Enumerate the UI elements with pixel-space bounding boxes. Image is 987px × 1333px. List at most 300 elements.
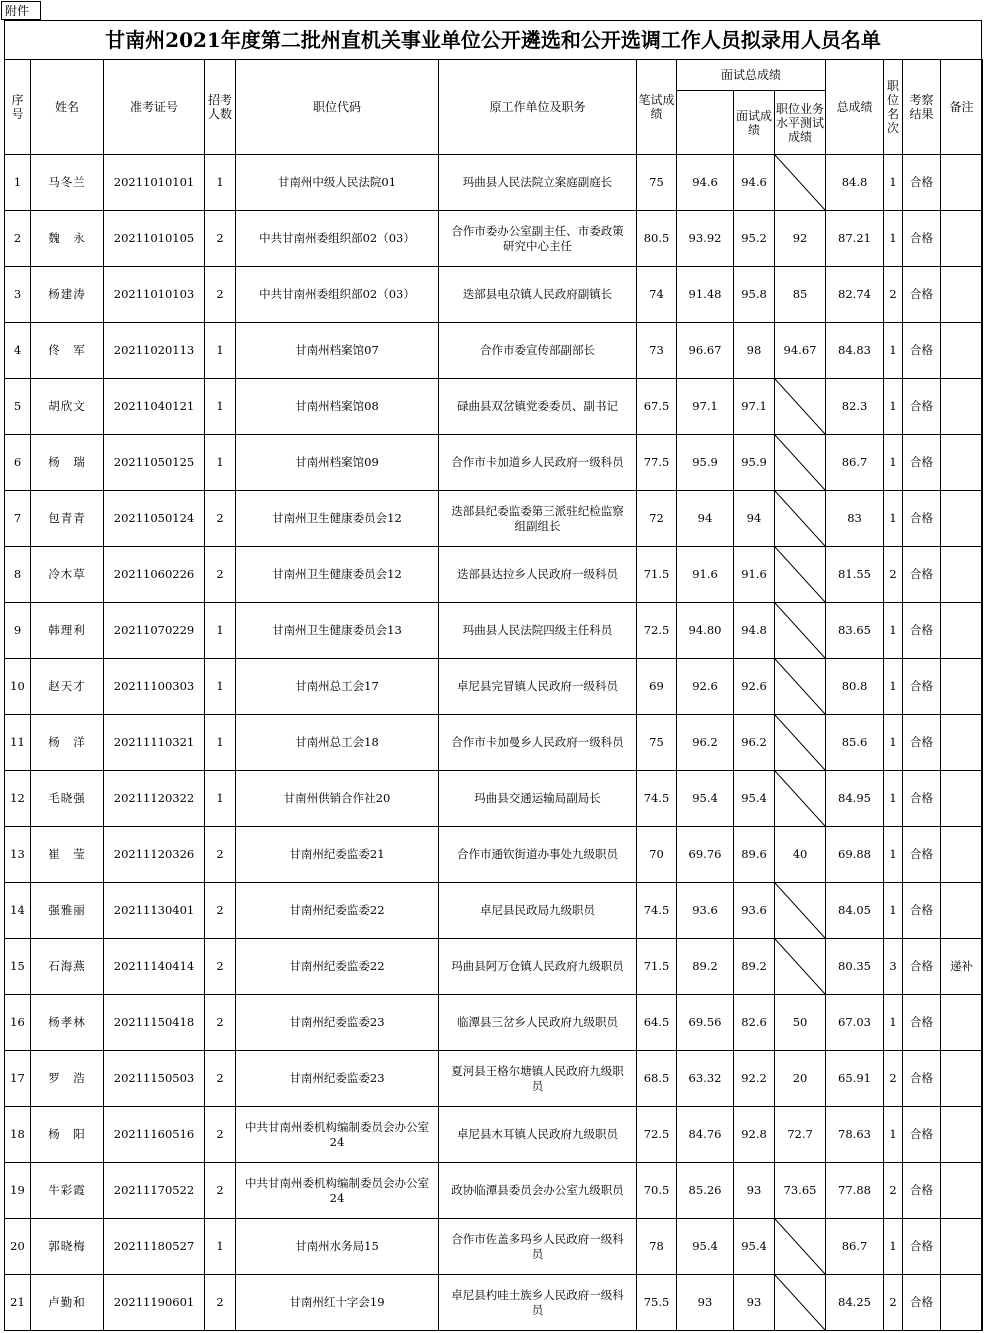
cell-name bbox=[31, 267, 104, 323]
cell-interview-total bbox=[677, 547, 734, 603]
cell-quota bbox=[205, 1107, 236, 1163]
diagonal-slash bbox=[775, 1219, 825, 1274]
cell-rank bbox=[884, 603, 903, 659]
cell-interview-score-text: 94.8 bbox=[741, 623, 767, 637]
cell-exam-no-text: 20211040121 bbox=[113, 399, 195, 413]
cell-original-unit bbox=[439, 1275, 637, 1331]
cell-rank bbox=[884, 435, 903, 491]
cell-total-score bbox=[826, 323, 884, 379]
cell-exam-no bbox=[104, 939, 205, 995]
table-row bbox=[5, 939, 983, 995]
cell-review-result bbox=[903, 547, 941, 603]
cell-rank bbox=[884, 491, 903, 547]
cell-interview-total-text: 69.76 bbox=[688, 847, 722, 861]
cell-written-score bbox=[637, 603, 677, 659]
cell-interview-total-text: 69.56 bbox=[688, 1015, 722, 1029]
cell-position-code-text: 甘南州纪委监委22 bbox=[289, 903, 385, 917]
cell-written-score bbox=[637, 1107, 677, 1163]
cell-interview-total bbox=[677, 323, 734, 379]
cell-exam-no-text: 20211010101 bbox=[113, 175, 195, 189]
cell-interview-total-text: 93.92 bbox=[688, 231, 722, 245]
cell-seq bbox=[5, 491, 31, 547]
cell-position-code bbox=[236, 659, 439, 715]
cell-position-code bbox=[236, 491, 439, 547]
cell-name-text: 崔 莹 bbox=[48, 847, 86, 861]
cell-written-score bbox=[637, 771, 677, 827]
cell-original-unit-text: 迭部县电尕镇人民政府副镇长 bbox=[462, 287, 613, 301]
cell-position-code-text: 甘南州卫生健康委员会12 bbox=[272, 511, 402, 525]
cell-remark bbox=[941, 1275, 983, 1331]
cell-name-text: 胡欣文 bbox=[48, 399, 86, 413]
cell-skill-test-score-text: 92 bbox=[792, 231, 808, 245]
cell-original-unit-text: 临潭县三岔乡人民政府九级职员 bbox=[457, 1015, 618, 1029]
cell-name bbox=[31, 1163, 104, 1219]
cell-name-text: 卢勤和 bbox=[48, 1295, 86, 1309]
diagonal-slash bbox=[775, 1275, 825, 1330]
cell-interview-total bbox=[677, 1051, 734, 1107]
cell-total-score bbox=[826, 603, 884, 659]
cell-written-score-text: 71.5 bbox=[643, 567, 670, 581]
cell-rank bbox=[884, 323, 903, 379]
cell-rank-text: 1 bbox=[889, 1015, 897, 1029]
cell-seq bbox=[5, 267, 31, 323]
cell-exam-no-text: 20211150418 bbox=[113, 1015, 195, 1029]
cell-original-unit-text: 合作市佐盖多玛乡人民政府一级科员 bbox=[451, 1231, 624, 1261]
cell-quota-text: 2 bbox=[216, 1071, 224, 1085]
cell-review-result bbox=[903, 1275, 941, 1331]
header-interview-total-blank bbox=[677, 91, 734, 155]
cell-total-score-text: 84.8 bbox=[841, 175, 868, 189]
cell-interview-score bbox=[734, 379, 775, 435]
table-row bbox=[5, 1051, 983, 1107]
cell-interview-total bbox=[677, 1275, 734, 1331]
cell-remark bbox=[941, 1107, 983, 1163]
cell-position-code-text: 甘南州供销合作社20 bbox=[283, 791, 391, 805]
cell-seq-text: 8 bbox=[13, 567, 22, 581]
cell-total-score-text: 69.88 bbox=[838, 847, 871, 861]
cell-exam-no bbox=[104, 211, 205, 267]
cell-exam-no-text: 20211010103 bbox=[113, 287, 195, 301]
cell-quota-text: 2 bbox=[216, 1183, 224, 1197]
cell-seq-text: 18 bbox=[10, 1127, 25, 1141]
cell-name bbox=[31, 155, 104, 211]
cell-interview-total bbox=[677, 491, 734, 547]
cell-skill-test-score bbox=[775, 1107, 826, 1163]
cell-quota-text: 1 bbox=[216, 735, 224, 749]
cell-written-score bbox=[637, 211, 677, 267]
cell-quota bbox=[205, 155, 236, 211]
cell-exam-no-text: 20211020113 bbox=[113, 343, 195, 357]
cell-interview-total-text: 94.80 bbox=[688, 623, 722, 637]
cell-original-unit bbox=[439, 939, 637, 995]
cell-written-score-text: 69 bbox=[649, 679, 664, 693]
cell-rank-text: 1 bbox=[889, 399, 897, 413]
cell-name-text: 赵天才 bbox=[48, 679, 86, 693]
cell-skill-test-score-text: 50 bbox=[792, 1015, 808, 1029]
cell-quota bbox=[205, 883, 236, 939]
cell-interview-score bbox=[734, 827, 775, 883]
cell-total-score-text: 77.88 bbox=[838, 1183, 871, 1197]
cell-quota bbox=[205, 379, 236, 435]
cell-position-code-text: 甘南州卫生健康委员会12 bbox=[272, 567, 402, 581]
cell-original-unit-text: 卓尼县杓哇土族乡人民政府一级科员 bbox=[451, 1287, 624, 1317]
cell-position-code-text: 甘南州纪委监委23 bbox=[289, 1015, 385, 1029]
cell-total-score bbox=[826, 1275, 884, 1331]
cell-exam-no bbox=[104, 155, 205, 211]
cell-quota bbox=[205, 267, 236, 323]
cell-review-result bbox=[903, 379, 941, 435]
cell-review-result bbox=[903, 1107, 941, 1163]
header-remark: 备注 bbox=[941, 60, 983, 155]
cell-total-score-text: 80.8 bbox=[841, 679, 868, 693]
cell-total-score bbox=[826, 827, 884, 883]
cell-rank bbox=[884, 995, 903, 1051]
cell-total-score-text: 84.95 bbox=[838, 791, 871, 805]
document-title: 甘南州2021年度第二批州直机关事业单位公开遴选和公开选调工作人员拟录用人员名单 bbox=[5, 21, 981, 60]
cell-exam-no-text: 20211180527 bbox=[113, 1239, 195, 1253]
cell-exam-no bbox=[104, 491, 205, 547]
cell-interview-total-text: 84.76 bbox=[688, 1127, 722, 1141]
header-interview-score: 面试成绩 bbox=[734, 91, 775, 155]
cell-interview-score-text: 94.6 bbox=[741, 175, 767, 189]
cell-position-code-text: 甘南州纪委监委21 bbox=[289, 847, 385, 861]
cell-quota-text: 2 bbox=[216, 1127, 224, 1141]
diagonal-slash bbox=[775, 939, 825, 994]
cell-interview-score bbox=[734, 771, 775, 827]
cell-rank bbox=[884, 267, 903, 323]
cell-quota bbox=[205, 659, 236, 715]
cell-seq-text: 14 bbox=[10, 903, 25, 917]
cell-review-result-text: 合格 bbox=[910, 1071, 934, 1085]
diagonal-slash bbox=[775, 883, 825, 938]
cell-name-text: 杨建涛 bbox=[48, 287, 86, 301]
cell-quota bbox=[205, 1219, 236, 1275]
cell-exam-no-text: 20211050124 bbox=[113, 511, 195, 525]
cell-total-score-text: 84.83 bbox=[838, 343, 871, 357]
cell-skill-test-score bbox=[775, 379, 826, 435]
cell-total-score-text: 86.7 bbox=[841, 1239, 868, 1253]
cell-seq bbox=[5, 435, 31, 491]
cell-name-text: 罗 浩 bbox=[48, 1071, 86, 1085]
cell-seq bbox=[5, 155, 31, 211]
cell-written-score-text: 68.5 bbox=[643, 1071, 670, 1085]
cell-seq-text: 17 bbox=[10, 1071, 25, 1085]
cell-seq bbox=[5, 771, 31, 827]
cell-interview-total-text: 63.32 bbox=[688, 1071, 722, 1085]
header-exam-no: 准考证号 bbox=[104, 60, 205, 155]
table-row bbox=[5, 827, 983, 883]
cell-original-unit-text: 合作市委办公室副主任、市委政策研究中心主任 bbox=[451, 223, 624, 253]
cell-name bbox=[31, 435, 104, 491]
header-original-unit: 原工作单位及职务 bbox=[439, 60, 637, 155]
diagonal-slash bbox=[775, 379, 825, 434]
cell-position-code-text: 甘南州总工会17 bbox=[295, 679, 379, 693]
cell-position-code-text: 甘南州水务局15 bbox=[295, 1239, 379, 1253]
cell-interview-total-text: 96.2 bbox=[692, 735, 718, 749]
cell-exam-no bbox=[104, 715, 205, 771]
cell-position-code-text: 甘南州中级人民法院01 bbox=[277, 175, 397, 189]
cell-remark bbox=[941, 1051, 983, 1107]
cell-rank bbox=[884, 883, 903, 939]
cell-rank bbox=[884, 1275, 903, 1331]
cell-name bbox=[31, 827, 104, 883]
cell-interview-total-text: 85.26 bbox=[688, 1183, 722, 1197]
table-row bbox=[5, 1163, 983, 1219]
table-row bbox=[5, 1219, 983, 1275]
cell-review-result-text: 合格 bbox=[910, 903, 934, 917]
cell-quota-text: 2 bbox=[216, 1015, 224, 1029]
cell-interview-score-text: 89.2 bbox=[741, 959, 767, 973]
cell-name bbox=[31, 1275, 104, 1331]
cell-review-result bbox=[903, 715, 941, 771]
cell-total-score bbox=[826, 379, 884, 435]
cell-seq bbox=[5, 1107, 31, 1163]
cell-original-unit bbox=[439, 659, 637, 715]
cell-review-result bbox=[903, 995, 941, 1051]
diagonal-slash bbox=[775, 491, 825, 546]
cell-remark-text: 递补 bbox=[950, 959, 974, 973]
cell-interview-total-text: 95.9 bbox=[692, 455, 718, 469]
cell-position-code-text: 甘南州总工会18 bbox=[295, 735, 379, 749]
cell-rank bbox=[884, 547, 903, 603]
cell-position-code-text: 中共甘南州委机构编制委员会办公室24 bbox=[245, 1119, 429, 1149]
cell-position-code-text: 甘南州档案馆07 bbox=[295, 343, 379, 357]
cell-written-score-text: 74.5 bbox=[643, 791, 670, 805]
cell-original-unit bbox=[439, 603, 637, 659]
cell-quota bbox=[205, 435, 236, 491]
cell-exam-no bbox=[104, 995, 205, 1051]
cell-written-score bbox=[637, 1163, 677, 1219]
cell-written-score bbox=[637, 1051, 677, 1107]
cell-seq bbox=[5, 995, 31, 1051]
cell-interview-total-text: 95.4 bbox=[692, 1239, 718, 1253]
cell-exam-no bbox=[104, 267, 205, 323]
cell-quota bbox=[205, 603, 236, 659]
cell-interview-total-text: 91.6 bbox=[692, 567, 718, 581]
cell-rank-text: 1 bbox=[889, 791, 897, 805]
cell-interview-score-text: 95.4 bbox=[741, 791, 767, 805]
diagonal-slash bbox=[775, 715, 825, 770]
cell-position-code-text: 甘南州纪委监委23 bbox=[289, 1071, 385, 1085]
cell-written-score-text: 70.5 bbox=[643, 1183, 670, 1197]
cell-quota-text: 1 bbox=[216, 455, 224, 469]
cell-seq-text: 11 bbox=[10, 735, 25, 749]
cell-interview-score-text: 92.6 bbox=[741, 679, 767, 693]
cell-review-result bbox=[903, 883, 941, 939]
cell-original-unit-text: 合作市卡加道乡人民政府一级科员 bbox=[451, 455, 624, 469]
cell-name-text: 冷木草 bbox=[48, 567, 86, 581]
diagonal-slash bbox=[775, 771, 825, 826]
cell-rank-text: 3 bbox=[889, 959, 897, 973]
cell-seq-text: 10 bbox=[10, 679, 25, 693]
table-row bbox=[5, 379, 983, 435]
table-row bbox=[5, 995, 983, 1051]
results-table-body bbox=[5, 155, 983, 1331]
cell-original-unit-text: 卓尼县木耳镇人民政府九级职员 bbox=[457, 1127, 618, 1141]
cell-interview-total-text: 97.1 bbox=[692, 399, 718, 413]
cell-name-text: 包青青 bbox=[48, 511, 86, 525]
cell-original-unit-text: 玛曲县人民法院立案庭副庭长 bbox=[462, 175, 613, 189]
cell-original-unit bbox=[439, 379, 637, 435]
table-row bbox=[5, 883, 983, 939]
cell-interview-score bbox=[734, 1163, 775, 1219]
cell-total-score-text: 83.65 bbox=[838, 623, 871, 637]
header-skill-test-score: 职位业务水平测试成绩 bbox=[775, 91, 826, 155]
cell-interview-score-text: 93 bbox=[746, 1183, 762, 1197]
cell-original-unit-text: 玛曲县阿万仓镇人民政府九级职员 bbox=[451, 959, 624, 973]
cell-remark bbox=[941, 1219, 983, 1275]
cell-review-result-text: 合格 bbox=[910, 287, 934, 301]
cell-position-code bbox=[236, 267, 439, 323]
cell-written-score-text: 75.5 bbox=[643, 1295, 670, 1309]
cell-skill-test-score bbox=[775, 715, 826, 771]
cell-written-score-text: 73 bbox=[649, 343, 664, 357]
table-row bbox=[5, 491, 983, 547]
cell-original-unit-text: 玛曲县人民法院四级主任科员 bbox=[462, 623, 613, 637]
diagonal-slash bbox=[775, 435, 825, 490]
cell-remark bbox=[941, 659, 983, 715]
cell-quota-text: 1 bbox=[216, 399, 224, 413]
cell-interview-score bbox=[734, 491, 775, 547]
cell-interview-score-text: 98 bbox=[746, 343, 762, 357]
cell-seq bbox=[5, 1219, 31, 1275]
cell-interview-score-text: 91.6 bbox=[741, 567, 767, 581]
cell-written-score-text: 74.5 bbox=[643, 903, 670, 917]
cell-skill-test-score bbox=[775, 995, 826, 1051]
cell-original-unit bbox=[439, 827, 637, 883]
cell-position-code bbox=[236, 1219, 439, 1275]
cell-interview-total bbox=[677, 939, 734, 995]
cell-total-score-text: 81.55 bbox=[838, 567, 871, 581]
cell-exam-no bbox=[104, 603, 205, 659]
cell-skill-test-score-text: 73.65 bbox=[783, 1183, 817, 1197]
cell-name bbox=[31, 715, 104, 771]
cell-position-code bbox=[236, 1275, 439, 1331]
cell-interview-score-text: 95.2 bbox=[741, 231, 767, 245]
cell-interview-total-text: 95.4 bbox=[692, 791, 718, 805]
table-row bbox=[5, 603, 983, 659]
cell-written-score bbox=[637, 995, 677, 1051]
cell-review-result bbox=[903, 1219, 941, 1275]
cell-review-result bbox=[903, 323, 941, 379]
document-sheet bbox=[4, 20, 982, 1331]
cell-position-code bbox=[236, 771, 439, 827]
cell-position-code bbox=[236, 1163, 439, 1219]
cell-written-score-text: 72.5 bbox=[643, 1127, 670, 1141]
cell-position-code-text: 甘南州纪委监委22 bbox=[289, 959, 385, 973]
cell-written-score bbox=[637, 827, 677, 883]
cell-written-score-text: 75 bbox=[649, 175, 664, 189]
cell-skill-test-score bbox=[775, 659, 826, 715]
cell-exam-no bbox=[104, 659, 205, 715]
cell-quota bbox=[205, 211, 236, 267]
cell-written-score bbox=[637, 883, 677, 939]
cell-rank-text: 2 bbox=[889, 1183, 897, 1197]
cell-skill-test-score-text: 94.67 bbox=[783, 343, 817, 357]
cell-name bbox=[31, 379, 104, 435]
cell-quota bbox=[205, 1163, 236, 1219]
cell-original-unit bbox=[439, 1163, 637, 1219]
cell-written-score-text: 75 bbox=[649, 735, 664, 749]
cell-interview-score bbox=[734, 1051, 775, 1107]
table-row bbox=[5, 211, 983, 267]
cell-interview-total bbox=[677, 267, 734, 323]
cell-original-unit-text: 迭部县达拉乡人民政府一级科员 bbox=[457, 567, 618, 581]
cell-total-score bbox=[826, 1107, 884, 1163]
cell-review-result-text: 合格 bbox=[910, 1295, 934, 1309]
cell-review-result bbox=[903, 435, 941, 491]
cell-review-result-text: 合格 bbox=[910, 399, 934, 413]
header-written-score: 笔试成绩 bbox=[637, 60, 677, 155]
cell-exam-no-text: 20211150503 bbox=[113, 1071, 195, 1085]
table-row bbox=[5, 659, 983, 715]
cell-exam-no-text: 20211130401 bbox=[113, 903, 195, 917]
cell-quota-text: 1 bbox=[216, 175, 224, 189]
cell-position-code-text: 甘南州红十字会19 bbox=[289, 1295, 385, 1309]
header-name: 姓名 bbox=[31, 60, 104, 155]
cell-exam-no-text: 20211050125 bbox=[113, 455, 195, 469]
cell-interview-score-text: 93 bbox=[746, 1295, 762, 1309]
cell-original-unit bbox=[439, 1107, 637, 1163]
cell-rank-text: 1 bbox=[889, 903, 897, 917]
cell-seq bbox=[5, 323, 31, 379]
cell-seq bbox=[5, 939, 31, 995]
cell-total-score-text: 78.63 bbox=[838, 1127, 871, 1141]
cell-review-result bbox=[903, 1051, 941, 1107]
cell-written-score-text: 77.5 bbox=[643, 455, 670, 469]
cell-original-unit bbox=[439, 547, 637, 603]
cell-written-score-text: 67.5 bbox=[643, 399, 670, 413]
header-seq: 序号 bbox=[5, 60, 31, 155]
cell-skill-test-score-text: 72.7 bbox=[787, 1127, 813, 1141]
cell-exam-no bbox=[104, 883, 205, 939]
cell-interview-total bbox=[677, 1107, 734, 1163]
cell-review-result bbox=[903, 603, 941, 659]
cell-name-text: 杨 瑞 bbox=[48, 455, 86, 469]
cell-review-result bbox=[903, 211, 941, 267]
cell-skill-test-score-text: 85 bbox=[792, 287, 808, 301]
cell-review-result-text: 合格 bbox=[910, 1015, 934, 1029]
cell-skill-test-score bbox=[775, 603, 826, 659]
cell-exam-no-text: 20211100303 bbox=[113, 679, 195, 693]
cell-seq bbox=[5, 827, 31, 883]
cell-name-text: 毛晓强 bbox=[48, 791, 86, 805]
cell-original-unit bbox=[439, 491, 637, 547]
cell-skill-test-score bbox=[775, 211, 826, 267]
cell-total-score bbox=[826, 1051, 884, 1107]
cell-review-result-text: 合格 bbox=[910, 455, 934, 469]
cell-remark bbox=[941, 603, 983, 659]
cell-quota-text: 2 bbox=[216, 1295, 224, 1309]
cell-interview-score-text: 95.8 bbox=[741, 287, 767, 301]
cell-rank-text: 1 bbox=[889, 343, 897, 357]
cell-interview-score-text: 95.4 bbox=[741, 1239, 767, 1253]
cell-seq-text: 7 bbox=[13, 511, 22, 525]
cell-rank-text: 1 bbox=[889, 1239, 897, 1253]
cell-original-unit bbox=[439, 715, 637, 771]
cell-interview-total bbox=[677, 827, 734, 883]
cell-position-code-text: 中共甘南州委组织部02（03） bbox=[259, 287, 415, 301]
cell-interview-total bbox=[677, 211, 734, 267]
cell-position-code bbox=[236, 211, 439, 267]
cell-name bbox=[31, 659, 104, 715]
cell-interview-score-text: 93.6 bbox=[741, 903, 767, 917]
cell-review-result bbox=[903, 659, 941, 715]
cell-position-code bbox=[236, 379, 439, 435]
cell-written-score bbox=[637, 939, 677, 995]
cell-seq-text: 5 bbox=[13, 399, 22, 413]
cell-rank bbox=[884, 1219, 903, 1275]
